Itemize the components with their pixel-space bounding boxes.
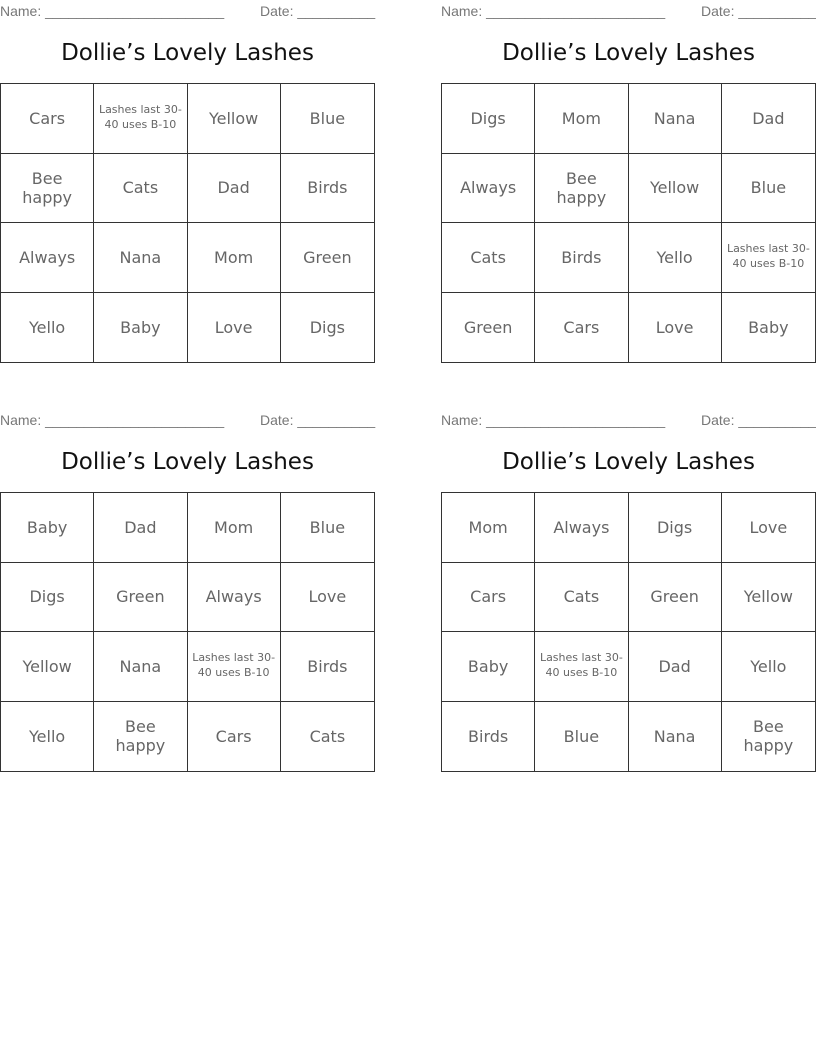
bingo-cell[interactable]: Cars [535, 293, 628, 363]
bingo-cell[interactable]: Mom [535, 84, 628, 154]
date-field[interactable]: Date: __________ [701, 3, 816, 19]
bingo-cell[interactable]: Bee happy [1, 154, 94, 224]
date-field[interactable]: Date: __________ [701, 412, 816, 428]
bingo-cell[interactable]: Mom [188, 493, 281, 563]
bingo-cell[interactable]: Always [1, 223, 94, 293]
bingo-cell[interactable]: Birds [281, 632, 374, 702]
name-field[interactable]: Name: _______________________ [0, 3, 225, 19]
bingo-cell[interactable]: Always [535, 493, 628, 563]
bingo-cell[interactable]: Dad [188, 154, 281, 224]
bingo-cell[interactable]: Baby [748, 317, 789, 337]
bingo-cell[interactable]: Love [629, 293, 722, 363]
bingo-cell[interactable]: Mom [188, 223, 281, 293]
bingo-cell[interactable]: Dad [722, 84, 815, 154]
bingo-grid [441, 492, 816, 772]
bingo-cell[interactable]: Lashes last 30-40 uses B-10 [722, 223, 815, 293]
bingo-cell[interactable]: Birds [442, 702, 535, 772]
bingo-card [0, 0, 375, 365]
bingo-cell[interactable]: Yello [629, 223, 722, 293]
bingo-cell[interactable]: Digs [629, 493, 722, 563]
card-title: Dollie’s Lovely Lashes [61, 40, 314, 66]
bingo-cell[interactable]: Bee happy [535, 154, 628, 224]
bingo-cell[interactable]: Always [442, 154, 535, 224]
bingo-cell[interactable]: Yellow [722, 563, 815, 633]
name-field[interactable]: Name: _______________________ [441, 412, 666, 428]
bingo-card [441, 409, 816, 774]
bingo-cell[interactable]: Cars [188, 702, 281, 772]
bingo-cell[interactable]: Birds [535, 223, 628, 293]
bingo-cell[interactable]: Love [281, 563, 374, 633]
name-field[interactable]: Name: _______________________ [0, 412, 225, 428]
bingo-card [0, 409, 375, 774]
bingo-cell[interactable]: Digs [442, 84, 535, 154]
bingo-cell[interactable]: Always [188, 563, 281, 633]
bingo-cell[interactable]: Digs [1, 563, 94, 633]
card-header [441, 0, 816, 20]
bingo-cell[interactable]: Blue [281, 493, 374, 563]
bingo-cell[interactable]: Dad [629, 632, 722, 702]
bingo-cell[interactable]: Cats [94, 154, 187, 224]
bingo-cell[interactable]: Baby [1, 493, 94, 563]
bingo-cell[interactable]: Green [442, 293, 535, 363]
bingo-cell[interactable]: Yellow [629, 154, 722, 224]
bingo-cell[interactable]: Yellow [1, 632, 94, 702]
card-header [0, 0, 375, 20]
name-field[interactable]: Name: _______________________ [441, 3, 666, 19]
bingo-cell[interactable]: Cats [442, 223, 535, 293]
bingo-cell[interactable]: Yello [1, 293, 94, 363]
bingo-cell[interactable]: Nana [629, 702, 722, 772]
bingo-cell[interactable]: Yello [1, 702, 94, 772]
bingo-cell[interactable]: Green [629, 563, 722, 633]
bingo-cell[interactable]: Cars [1, 84, 94, 154]
bingo-cell[interactable]: Baby [442, 632, 535, 702]
card-title: Dollie’s Lovely Lashes [61, 449, 314, 475]
bingo-card [441, 0, 816, 365]
bingo-cell[interactable]: Yello [722, 632, 815, 702]
date-field[interactable]: Date: __________ [260, 412, 376, 428]
bingo-grid [0, 492, 375, 772]
card-header [0, 409, 375, 429]
bingo-cell[interactable]: Nana [94, 632, 187, 702]
card-title: Dollie’s Lovely Lashes [502, 40, 755, 66]
bingo-cell[interactable]: Cats [309, 726, 346, 746]
bingo-cell[interactable]: Baby [94, 293, 187, 363]
bingo-cell[interactable]: Lashes last 30-40 uses B-10 [535, 632, 628, 702]
bingo-grid [0, 83, 375, 363]
bingo-cell[interactable]: Bee happy [743, 717, 794, 756]
bingo-cell[interactable]: Love [188, 293, 281, 363]
bingo-cell[interactable]: Digs [309, 317, 345, 337]
bingo-grid [441, 83, 816, 363]
bingo-cell[interactable]: Birds [281, 154, 374, 224]
bingo-cell[interactable]: Blue [535, 702, 628, 772]
bingo-cell[interactable]: Nana [629, 84, 722, 154]
bingo-cell[interactable]: Love [722, 493, 815, 563]
bingo-cell[interactable]: Lashes last 30-40 uses B-10 [94, 84, 187, 154]
bingo-cell[interactable]: Blue [722, 154, 815, 224]
bingo-cell[interactable]: Cats [535, 563, 628, 633]
bingo-cell[interactable]: Nana [94, 223, 187, 293]
bingo-cell[interactable]: Dad [94, 493, 187, 563]
bingo-cell[interactable]: Blue [281, 84, 374, 154]
bingo-cell[interactable]: Mom [442, 493, 535, 563]
date-field[interactable]: Date: __________ [260, 3, 376, 19]
bingo-cell[interactable]: Lashes last 30-40 uses B-10 [188, 632, 281, 702]
bingo-cell[interactable]: Yellow [188, 84, 281, 154]
bingo-cell[interactable]: Green [281, 223, 374, 293]
card-title: Dollie’s Lovely Lashes [502, 449, 755, 475]
bingo-cell[interactable]: Cars [442, 563, 535, 633]
card-header [441, 409, 816, 429]
bingo-cell[interactable]: Bee happy [94, 702, 187, 772]
bingo-cell[interactable]: Green [94, 563, 187, 633]
